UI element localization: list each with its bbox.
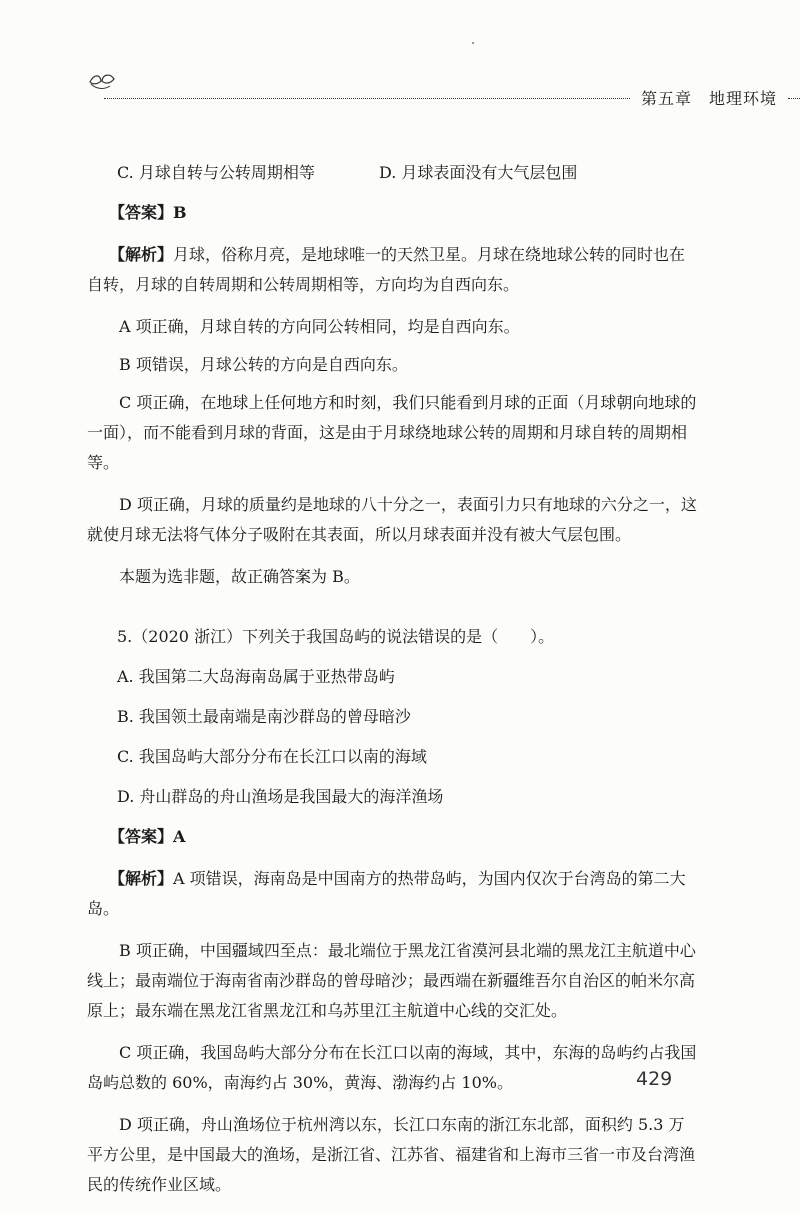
q5-option-d: D. 舟山群岛的舟山渔场是我国最大的海洋渔场 [117,787,444,806]
page-content [87,158,699,1212]
q5-point-c: C 项正确，我国岛屿大部分分布在长江口以南的海域，其中，东海的岛屿约占我国岛屿总数的 60%，南海约占 30%，黄海、渤海约占 10%。 [87,1043,697,1092]
q4-option-d: D. 月球表面没有大气层包围 [379,163,578,182]
q4-option-c: C. 月球自转与公转周期相等 [117,163,315,182]
q4-point-b: B 项错误，月球公转的方向是自西向东。 [119,355,408,374]
q5-point-b: B 项正确，中国疆域四至点：最北端位于黑龙江省漠河县北端的黑龙江主航道中心线上；最南端位于海南省南沙群岛的曾母暗沙；最西端在新疆维吾尔自治区的帕米尔高原上；最东端在黑龙江省黑龙江和乌苏里江主航道中心线的交汇处。 [87,941,696,1020]
running-header [88,72,800,108]
q5-analysis [87,864,699,924]
answer-value: A [173,827,186,846]
q5-option-a: A. 我国第二大岛海南岛属于亚热带岛屿 [117,667,395,686]
answer-label: 【答案】 [109,827,174,846]
chapter-title: 第五章 地理环境 [641,89,778,108]
q5-question: 5.（2020 浙江）下列关于我国岛屿的说法错误的是（ ）。 [117,627,555,646]
q4-point-d: D 项正确，月球的质量约是地球的八十分之一，表面引力只有地球的六分之一，这就使月球无法将气体分子吸附在其表面，所以月球表面并没有被大气层包围。 [87,495,697,544]
question-gap [87,604,699,622]
page-number: 429 [636,1068,673,1090]
q4-analysis [87,240,699,300]
header-rule-left [104,98,630,99]
scan-speck [472,42,474,44]
analysis-text: A 项错误，海南岛是中国南方的热带岛屿，为国内仅次于台湾岛的第二大岛。 [87,869,686,918]
q4-conclusion: 本题为选非题，故正确答案为 B。 [119,567,360,586]
leaf-ornament-icon [88,72,116,90]
q4-point-c: C 项正确，在地球上任何地方和时刻，我们只能看到月球的正面（月球朝向地球的一面），而不能看到月球的背面，这是由于月球绕地球公转的周期和月球自转的周期相等。 [87,393,697,472]
header-rule-right [788,98,800,99]
q5-point-d: D 项正确，舟山渔场位于杭州湾以东，长江口东南的浙江东北部，面积约 5.3 万平方公里，是中国最大的渔场，是浙江省、江苏省、福建省和上海市三省一市及台湾渔民的传统作业区域。 [87,1115,696,1194]
q5-option-c: C. 我国岛屿大部分分布在长江口以南的海域 [117,747,427,766]
q4-point-a: A 项正确，月球自转的方向同公转相同，均是自西向东。 [119,317,520,336]
analysis-label: 【解析】 [109,245,174,264]
analysis-text: 月球，俗称月亮，是地球唯一的天然卫星。月球在绕地球公转的同时也在自转，月球的自转周期和公转周期相等，方向均为自西向东。 [87,245,686,294]
analysis-label: 【解析】 [109,869,174,888]
q5-option-b: B. 我国领土最南端是南沙群岛的曾母暗沙 [117,707,411,726]
answer-label: 【答案】 [109,203,174,222]
q4-options-cd [117,158,699,188]
q5-answer [109,822,699,852]
q4-answer [109,198,699,228]
answer-value: B [173,203,187,222]
